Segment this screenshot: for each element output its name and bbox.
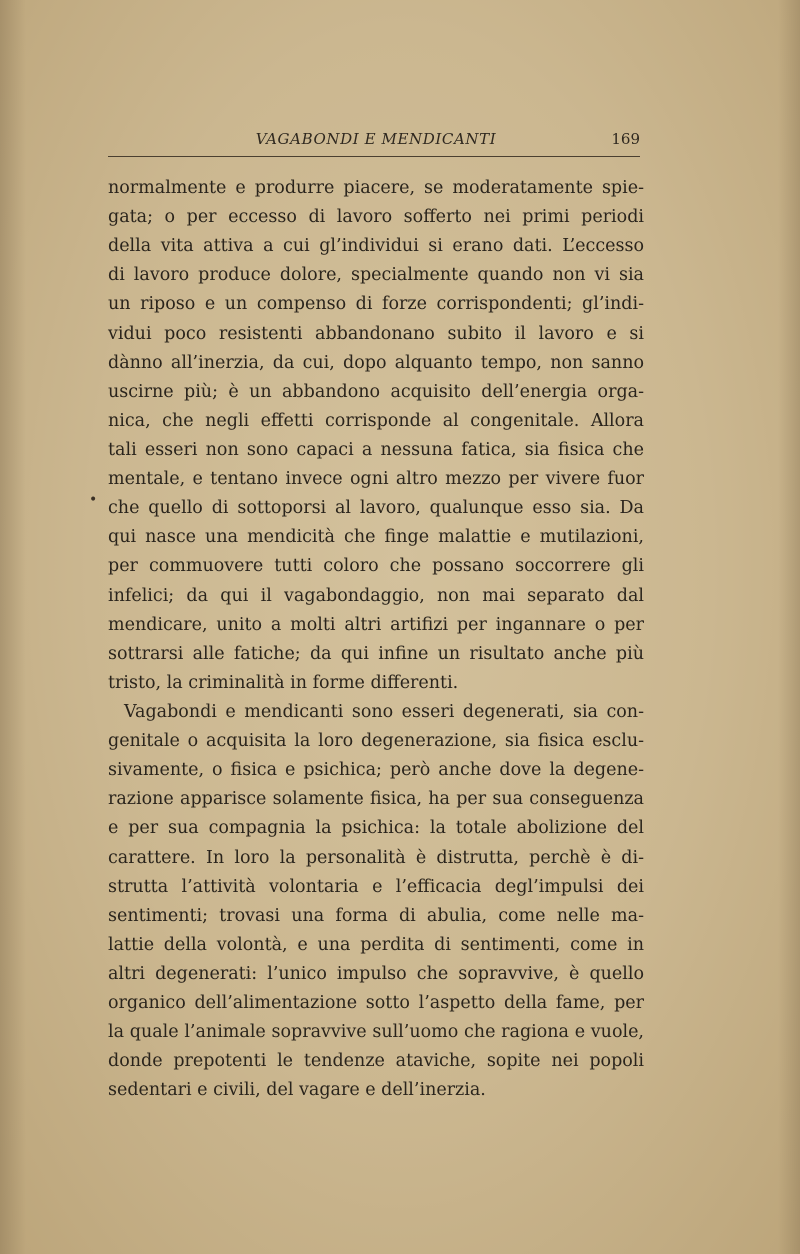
text-line: mendicare, unito a molti altri artifizi per ingannare o per (108, 614, 644, 635)
text-line: qui nasce una mendicità che finge malattie e mutilazioni, (108, 527, 644, 548)
text-line: sivamente, o fisica e psichica; però anche dove la degene- (108, 760, 644, 781)
text-line: genitale o acquisita la loro degenerazione, sia fisica esclu- (108, 731, 644, 752)
text-line: dànno all’inerzia, da cui, dopo alquanto tempo, non sanno (108, 352, 644, 373)
text-line: gata; o per eccesso di lavoro sofferto nei primi periodi (108, 207, 644, 228)
header-rule (108, 156, 640, 157)
text-line: lattie della volontà, e una perdita di sentimenti, come in (108, 934, 644, 955)
paragraph-end-line: sedentari e civili, del vagare e dell’inerzia. (108, 1080, 486, 1101)
running-head (108, 126, 644, 152)
text-line: razione apparisce solamente fisica, ha per sua conseguenza (108, 789, 644, 810)
text-line: altri degenerati: l’unico impulso che sopravvive, è quello (108, 963, 644, 984)
text-line: tali esseri non sono capaci a nessuna fatica, sia fisica che (108, 439, 644, 460)
text-line: che quello di sottoporsi al lavoro, qualunque esso sia. Da (108, 498, 644, 519)
text-line: la quale l’animale sopravvive sull’uomo che ragiona e vuole, (108, 1022, 644, 1043)
text-line: donde prepotenti le tendenze ataviche, sopite nei popoli (108, 1051, 644, 1072)
text-line: infelici; da qui il vagabondaggio, non mai separato dal (108, 585, 644, 606)
page-number: 169 (611, 130, 640, 148)
text-line: un riposo e un compenso di forze corrispondenti; gl’indi- (108, 294, 644, 315)
text-line: nica, che negli effetti corrisponde al congenitale. Allora (108, 410, 644, 431)
text-line: e per sua compagnia la psichica: la totale abolizione del (108, 818, 644, 839)
margin-dot-mark: • (89, 492, 98, 508)
text-line: strutta l’attività volontaria e l’efficacia degl’impulsi dei (108, 876, 644, 897)
body-text (108, 174, 644, 1106)
paragraph-end-line: tristo, la criminalità in forme differenti. (108, 672, 459, 693)
text-line: vidui poco resistenti abbandonano subito il lavoro e si (108, 323, 644, 344)
text-line: uscirne più; è un abbandono acquisito dell’energia orga- (108, 381, 644, 402)
text-line: per commuovere tutti coloro che possano soccorrere gli (108, 556, 644, 577)
paragraph-start-line: Vagabondi e mendicanti sono esseri degenerati, sia con- (124, 701, 644, 722)
text-line: normalmente e produrre piacere, se moderatamente spie- (108, 178, 644, 198)
running-title: VAGABONDI E MENDICANTI (255, 130, 497, 148)
text-line: organico dell’alimentazione sotto l’aspetto della fame, per (108, 993, 644, 1014)
text-line: carattere. In loro la personalità è distrutta, perchè è di- (108, 847, 644, 868)
text-line: di lavoro produce dolore, specialmente quando non vi sia (108, 265, 644, 286)
text-line: mentale, e tentano invece ogni altro mezzo per vivere fuor (108, 469, 644, 490)
text-line: sentimenti; trovasi una forma di abulia, come nelle ma- (108, 905, 644, 926)
text-line: sottrarsi alle fatiche; da qui infine un risultato anche più (108, 643, 644, 664)
page-edge-shadow-right (778, 0, 800, 1254)
text-line: della vita attiva a cui gl’individui si erano dati. L’eccesso (108, 236, 644, 257)
page-edge-shadow-left (0, 0, 26, 1254)
